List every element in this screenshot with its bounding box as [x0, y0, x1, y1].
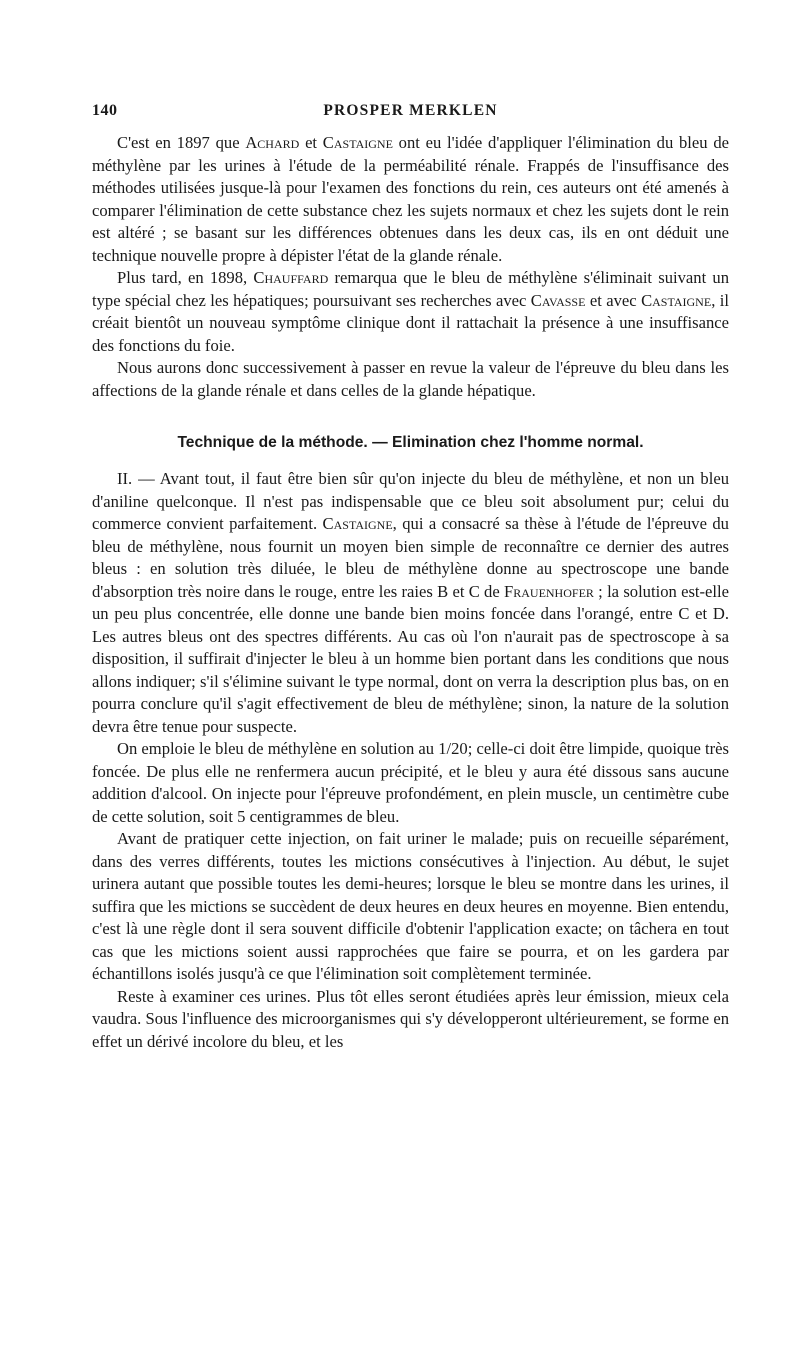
paragraph: [92, 828, 729, 986]
author-name: Cavasse: [530, 290, 586, 310]
text-run: et avec: [585, 290, 642, 310]
book-page: [92, 100, 729, 1053]
paragraph: [92, 267, 729, 357]
page-number: 140: [92, 102, 118, 119]
text-run: ont eu l'idée d'appliquer l'élimination du bleu de méthylène par les urines à l'étude de la perméabilité rénale. Frappés de l'insuffisance des méthodes utilisées jusque-là pour l'examen des fonctions du rein, ces auteurs ont été amenés à comparer l'élimination de cette substance chez les sujets normaux et chez les sujets dont le rein est altéré ; se basant sur les différences obtenues dans les deux cas, ils en ont déduit une technique nouvelle propre à dépister l'état de la glande rénale.: [92, 133, 729, 265]
text-run: remarqua que le bleu de méthylène s'éliminait suivant un type spécial chez les hépatiques; poursuivant ses recherches avec: [92, 268, 729, 310]
text-run: , il créait bientôt un nouveau symptôme clinique dont il rattachait la présence à une insuffisance des fonctions du foie.: [92, 290, 729, 355]
author-name: Chauffard: [253, 268, 329, 287]
paragraph: [92, 738, 729, 828]
author-name: Castaigne: [641, 290, 712, 310]
section-text: [92, 468, 729, 1053]
paragraph: [92, 986, 729, 1054]
intro-text: [92, 132, 729, 402]
text-run: Plus tard, en 1898,: [117, 268, 254, 287]
text-run: II. — Avant tout, il faut être bien sûr qu'on injecte du bleu de méthylène, et non un bleu d'aniline quelconque. Il n'est pas indispensable que ce bleu soit absolument pur; celui du commerce convient parfaitement.: [92, 469, 729, 533]
author-name: Castaigne: [322, 514, 393, 533]
running-head: [92, 100, 729, 124]
author-name: Frauenhofer: [504, 581, 594, 601]
text-run: et: [299, 133, 323, 152]
paragraph: [92, 132, 729, 267]
running-title: PROSPER MERKLEN: [323, 102, 498, 119]
text-run: Avant de pratiquer cette injection, on fait uriner le malade; puis on recueille séparément, dans des verres différents, toutes les mictions consécutives à l'injection. Au début, le sujet urinera autant que possible toutes les demi-heures; lorsque le bleu se montre dans les urines, il suffira que les mictions se succèdent de deux heures en deux heures en moyenne. Bien entendu, c'est là une règle dont il sera souvent difficile d'obtenir l'application exacte; on tâchera en tout cas que les mictions soient aussi rapprochées que faire se pourra, et on les gardera par échantillons isolés jusqu'à ce que l'élimination soit complètement terminée.: [92, 829, 729, 983]
section-heading: Technique de la méthode. — Elimination chez l'homme normal.: [177, 434, 644, 451]
author-name: Achard: [245, 133, 300, 152]
text-run: , qui a consacré sa thèse à l'étude de l'épreuve du bleu de méthylène, nous fournit un moyen bien simple de reconnaître ce dernier des autres bleus : en solution très diluée, le bleu de méthylène donne au spectroscope une bande d'absorption très noire dans le rouge, entre les raies B et C de: [92, 514, 729, 601]
text-run: ; la solution est-elle un peu plus concentrée, elle donne une bande bien moins foncée dans l'orangé, entre C et D. Les autres bleus ont des spectres différents. Au cas où l'on n'aurait pas de spectroscope à sa disposition, il suffirait d'injecter le bleu à un homme bien portant dans les conditions que nous allons indiquer; s'il s'élimine suivant le type normal, dont on verra la description plus bas, on en pourra conclure qu'il s'agit effectivement de bleu de méthylène; sinon, la nature de la solution devra être tenue pour suspecte.: [92, 581, 729, 736]
text-run: On emploie le bleu de méthylène en solution au 1/20; celle-ci doit être limpide, quoique très foncée. De plus elle ne renfermera aucun précipité, et le bleu y aura été dissous sans aucune addition d'alcool. On injecte pour l'épreuve profondément, en plein muscle, un centimètre cube de cette solution, soit 5 centigrammes de bleu.: [92, 739, 729, 826]
paragraph: [92, 357, 729, 402]
text-run: Nous aurons donc successivement à passer en revue la valeur de l'épreuve du bleu dans les affections de la glande rénale et dans celles de la glande hépatique.: [92, 358, 729, 400]
author-name: Castaigne: [322, 133, 393, 152]
paragraph: [92, 468, 729, 738]
text-run: C'est en 1897 que: [117, 133, 246, 152]
text-run: Reste à examiner ces urines. Plus tôt elles seront étudiées après leur émission, mieux cela vaudra. Sous l'influence des microorganismes qui s'y développeront ultérieurement, se forme en effet un dérivé incolore du bleu, et les: [92, 986, 729, 1051]
